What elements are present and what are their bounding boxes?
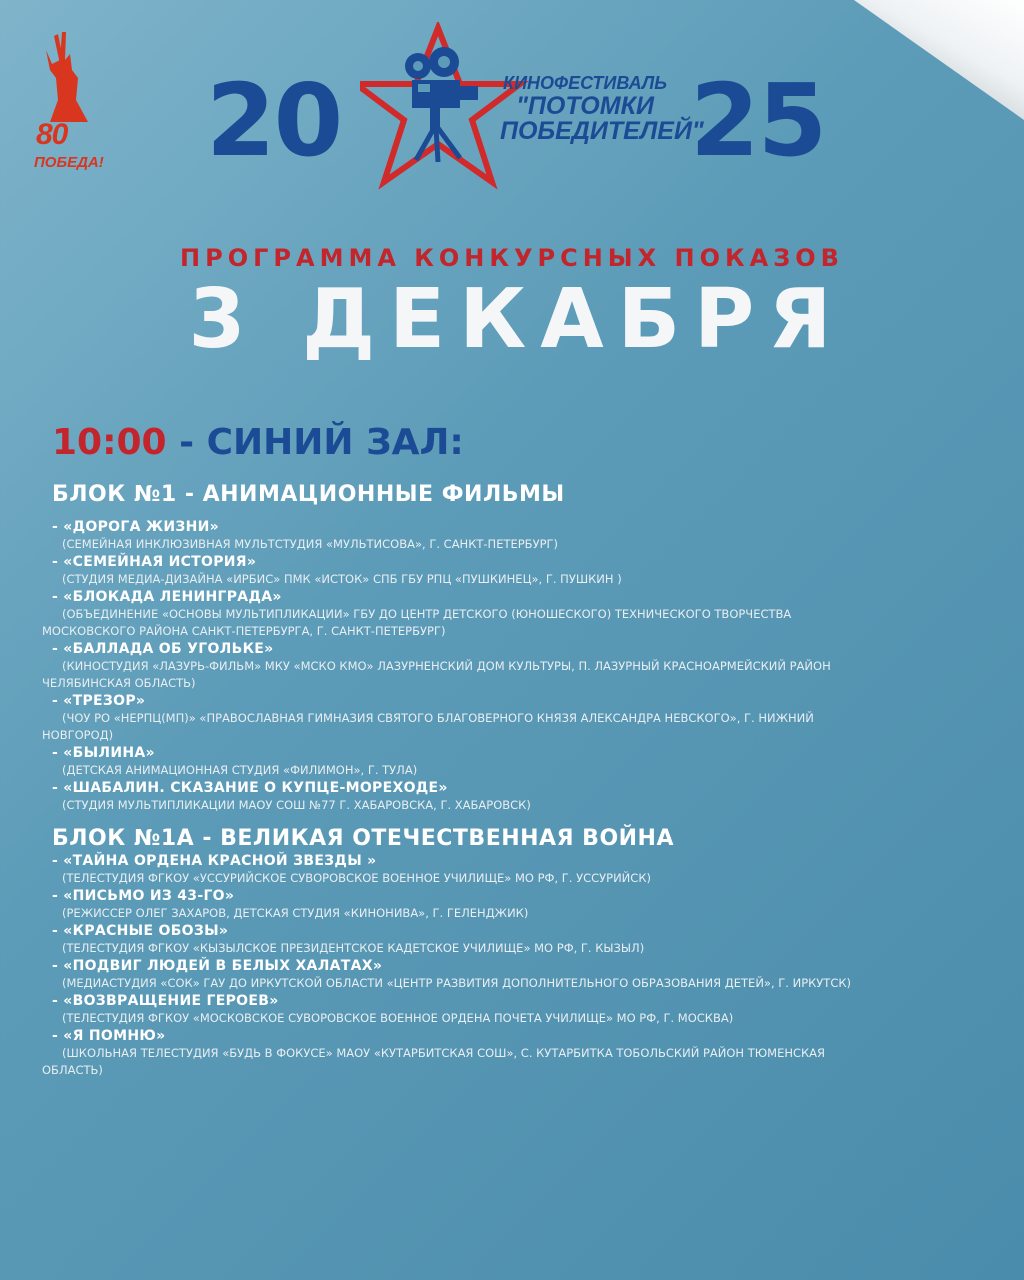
film-title: - «СЕМЕЙНАЯ ИСТОРИЯ»: [52, 554, 257, 570]
hall-name: СИНИЙ ЗАЛ:: [206, 422, 464, 463]
film-studio-cont: НОВГОРОД): [42, 728, 114, 742]
film-title: - «БЛОКАДА ЛЕНИНГРАДА»: [52, 589, 282, 605]
film-studio: (МЕДИАСТУДИЯ «СОК» ГАУ ДО ИРКУТСКОЙ ОБЛАСТИ «ЦЕНТР РАЗВИТИЯ ДОПОЛНИТЕЛЬНОГО ОБРАЗОВАНИЯ ДЕТЕЙ», Г. ИРКУТСК): [62, 976, 852, 990]
festival-title: [500, 73, 704, 145]
list-item: [42, 588, 972, 640]
date-title: 3 ДЕКАБРЯ: [188, 272, 846, 367]
film-title: - «ТАЙНА ОРДЕНА КРАСНОЙ ЗВЕЗДЫ »: [52, 853, 377, 869]
film-studio: (ТЕЛЕСТУДИЯ ФГКОУ «УССУРИЙСКОЕ СУВОРОВСКОЕ ВОЕННОЕ УЧИЛИЩЕ» МО РФ, Г. УССУРИЙСК): [62, 871, 651, 885]
list-item: [52, 992, 972, 1027]
list-item: [52, 744, 972, 779]
film-studio-cont: ОБЛАСТЬ): [42, 1063, 103, 1077]
logo-text: ПОБЕДА!: [34, 154, 104, 171]
festival-title-line2: "ПОТОМКИ: [516, 92, 654, 120]
list-item: [52, 518, 972, 553]
film-title: - «ТРЕЗОР»: [52, 693, 146, 709]
block-1-list: [42, 518, 972, 814]
motherland-statue-icon: [32, 30, 110, 125]
film-studio: (КИНОСТУДИЯ «ЛАЗУРЬ-ФИЛЬМ» МКУ «МСКО КМО» ЛАЗУРНЕНСКИЙ ДОМ КУЛЬТУРЫ, П. ЛАЗУРНЫЙ КРАСНОАРМЕЙСКИЙ РАЙОН: [62, 659, 831, 673]
year-right: 25: [690, 62, 826, 179]
film-title: - «БЫЛИНА»: [52, 745, 155, 761]
block-1a-title: БЛОК №1А - ВЕЛИКАЯ ОТЕЧЕСТВЕННАЯ ВОЙНА: [52, 826, 674, 851]
year-left: 20: [206, 62, 342, 179]
film-studio: (РЕЖИССЕР ОЛЕГ ЗАХАРОВ, ДЕТСКАЯ СТУДИЯ «КИНОНИВА», Г. ГЕЛЕНДЖИК): [62, 906, 529, 920]
film-title: - «ДОРОГА ЖИЗНИ»: [52, 519, 219, 535]
festival-title-line3: ПОБЕДИТЕЛЕЙ": [500, 117, 704, 145]
program-title: ПРОГРАММА КОНКУРСНЫХ ПОКАЗОВ: [180, 244, 844, 272]
list-item: [52, 553, 972, 588]
film-title: - «ПОДВИГ ЛЮДЕЙ В БЕЛЫХ ХАЛАТАХ»: [52, 958, 383, 974]
page-curl-decoration: [854, 0, 1024, 120]
block-1a-list: [42, 852, 972, 1079]
film-studio: (СТУДИЯ МУЛЬТИПЛИКАЦИИ МАОУ СОШ №77 Г. ХАБАРОВСКА, Г. ХАБАРОВСК): [62, 798, 531, 812]
film-studio: (ОБЪЕДИНЕНИЕ «ОСНОВЫ МУЛЬТИПЛИКАЦИИ» ГБУ ДО ЦЕНТР ДЕТСКОГО (ЮНОШЕСКОГО) ТЕХНИЧЕСКОГО ТВОРЧЕСТВА: [62, 607, 792, 621]
hall-heading: [52, 422, 464, 463]
list-item: [52, 957, 972, 992]
list-item: [52, 887, 972, 922]
hall-separator: -: [166, 422, 207, 463]
pobeda-80-logo: [32, 30, 110, 175]
list-item: [52, 852, 972, 887]
film-studio-cont: МОСКОВСКОГО РАЙОНА САНКТ-ПЕТЕРБУРГА, Г. САНКТ-ПЕТЕРБУРГ): [42, 624, 446, 638]
film-studio: (ЧОУ РО «НЕРПЦ(МП)» «ПРАВОСЛАВНАЯ ГИМНАЗИЯ СВЯТОГО БЛАГОВЕРНОГО КНЯЗЯ АЛЕКСАНДРА НЕВСКОГО», Г. НИЖНИЙ: [62, 711, 814, 725]
film-studio: (ШКОЛЬНАЯ ТЕЛЕСТУДИЯ «БУДЬ В ФОКУСЕ» МАОУ «КУТАРБИТСКАЯ СОШ», С. КУТАРБИТКА ТОБОЛЬСКИЙ РАЙОН ТЮМЕНСКАЯ: [62, 1046, 826, 1060]
film-studio: (СТУДИЯ МЕДИА-ДИЗАЙНА «ИРБИС» ПМК «ИСТОК» СПБ ГБУ РПЦ «ПУШКИНЕЦ», Г. ПУШКИН ): [62, 572, 622, 586]
list-item: [42, 692, 972, 744]
film-title: - «Я ПОМНЮ»: [52, 1028, 166, 1044]
film-studio: (ТЕЛЕСТУДИЯ ФГКОУ «КЫЗЫЛСКОЕ ПРЕЗИДЕНТСКОЕ КАДЕТСКОЕ УЧИЛИЩЕ» МО РФ, Г. КЫЗЫЛ): [62, 941, 645, 955]
film-title: - «ПИСЬМО ИЗ 43-ГО»: [52, 888, 235, 904]
film-studio: (ДЕТСКАЯ АНИМАЦИОННАЯ СТУДИЯ «ФИЛИМОН», Г. ТУЛА): [62, 763, 418, 777]
list-item: [52, 779, 972, 814]
film-title: - «БАЛЛАДА ОБ УГОЛЬКЕ»: [52, 641, 274, 657]
list-item: [42, 640, 972, 692]
film-studio: (СЕМЕЙНАЯ ИНКЛЮЗИВНАЯ МУЛЬТСТУДИЯ «МУЛЬТИСОВА», Г. САНКТ-ПЕТЕРБУРГ): [62, 537, 559, 551]
film-title: - «КРАСНЫЕ ОБОЗЫ»: [52, 923, 229, 939]
film-title: - «ШАБАЛИН. СКАЗАНИЕ О КУПЦЕ-МОРЕХОДЕ»: [52, 780, 448, 796]
logo-number: 80: [36, 118, 68, 151]
list-item: [52, 922, 972, 957]
hall-time: 10:00: [52, 422, 167, 463]
film-title: - «ВОЗВРАЩЕНИЕ ГЕРОЕВ»: [52, 993, 279, 1009]
festival-title-line1: КИНОФЕСТИВАЛЬ: [503, 73, 667, 93]
block-1-title: БЛОК №1 - АНИМАЦИОННЫЕ ФИЛЬМЫ: [52, 482, 565, 507]
list-item: [42, 1027, 972, 1079]
film-studio-cont: ЧЕЛЯБИНСКАЯ ОБЛАСТЬ): [42, 676, 196, 690]
film-studio: (ТЕЛЕСТУДИЯ ФГКОУ «МОСКОВСКОЕ СУВОРОВСКОЕ ВОЕННОЕ ОРДЕНА ПОЧЕТА УЧИЛИЩЕ» МО РФ, Г. МОСКВА): [62, 1011, 734, 1025]
